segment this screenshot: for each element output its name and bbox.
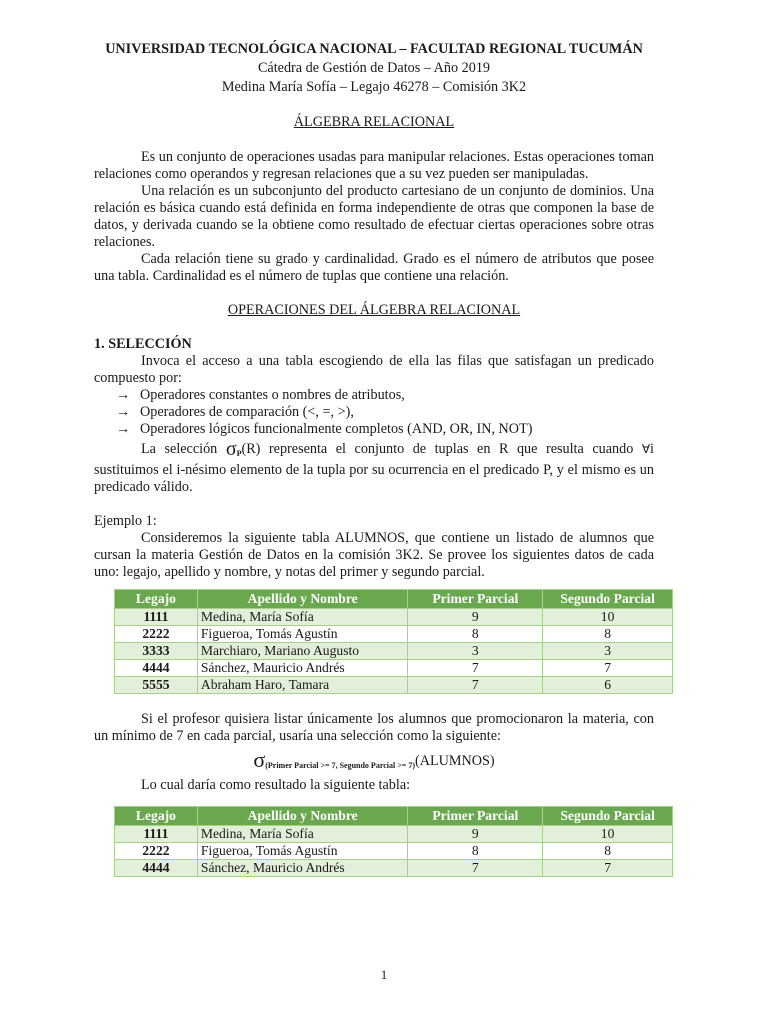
list-item: → Operadores de comparación (<, =, >), xyxy=(116,404,354,420)
catedra-line: Cátedra de Gestión de Datos – Año 2019 xyxy=(257,60,491,76)
example-label: Ejemplo 1: xyxy=(94,513,157,529)
cell-parcial1: 7 xyxy=(408,860,543,877)
column-header: Legajo xyxy=(115,807,198,826)
cell-parcial2: 10 xyxy=(543,609,673,626)
alumnos-table-wrap xyxy=(94,589,654,694)
cell-nombre: Sánchez, Mauricio Andrés xyxy=(197,660,408,677)
table-row xyxy=(115,826,673,843)
section-heading-seleccion: 1. SELECCIÓN xyxy=(94,336,192,352)
arrow-icon: → xyxy=(116,387,131,403)
predicate-subscript: (Primer Parcial >= 7, Segundo Parcial >= 7) xyxy=(265,761,416,770)
list-item: → Operadores lógicos funcionalmente completos (AND, OR, IN, NOT) xyxy=(116,421,533,437)
author-line: Medina María Sofía – Legajo 46278 – Comisión 3K2 xyxy=(221,79,527,95)
result-table-wrap xyxy=(94,806,654,877)
column-header: Legajo xyxy=(115,590,198,609)
page-number: 1 xyxy=(380,967,388,982)
seleccion-intro: Invoca el acceso a una tabla escogiendo de ella las filas que satisfagan un predicado compuesto por: xyxy=(94,353,654,386)
cell-legajo: 4444 xyxy=(115,660,198,677)
predicate-subscript: P xyxy=(236,449,242,458)
sigma-symbol: σ xyxy=(225,438,237,460)
cell-parcial1: 8 xyxy=(408,626,543,643)
cell-parcial2: 8 xyxy=(543,626,673,643)
cell-nombre: Figueroa, Tomás Agustín xyxy=(197,843,408,860)
cell-parcial1: 9 xyxy=(408,609,543,626)
alumnos-table xyxy=(114,589,673,694)
university-heading: UNIVERSIDAD TECNOLÓGICA NACIONAL – FACULTAD REGIONAL TUCUMÁN xyxy=(105,41,643,57)
selection-formula xyxy=(94,749,654,777)
table-header-row xyxy=(115,590,673,609)
forall-symbol: ∀ xyxy=(641,442,651,456)
column-header: Segundo Parcial xyxy=(543,807,673,826)
cell-legajo: 5555 xyxy=(115,677,198,694)
example-text: Consideremos la siguiente tabla ALUMNOS, que contiene un listado de alumnos que cursan la materia Gestión de Datos en la comisión 3K2. Se provee los siguientes datos de cada uno: legajo, apellido y nombre, y notas del primer y segundo parcial. xyxy=(94,530,654,580)
operations-title: OPERACIONES DEL ÁLGEBRA RELACIONAL xyxy=(227,302,521,318)
intro-paragraph: Una relación es un subconjunto del producto cartesiano de un conjunto de dominios. Una relación es básica cuando está definida en forma independiente de otras que componen la base de datos, y derivada cuando se la obtiene como resultado de efectuar ciertas operaciones sobre otras relaciones. xyxy=(94,183,654,250)
table-row xyxy=(115,609,673,626)
column-header: Apellido y Nombre xyxy=(197,590,408,609)
cell-parcial1: 7 xyxy=(408,660,543,677)
intro-paragraph: Es un conjunto de operaciones usadas para manipular relaciones. Estas operaciones toman relaciones como operandos y regresan relaciones que a su vez pueden ser manipuladas. xyxy=(94,149,654,182)
column-header: Primer Parcial xyxy=(408,590,543,609)
intro-paragraph: Cada relación tiene su grado y cardinalidad. Grado es el número de atributos que posee una tabla. Cardinalidad es el número de tuplas que contiene una relación. xyxy=(94,251,654,284)
table-row xyxy=(115,843,673,860)
cell-legajo: 3333 xyxy=(115,643,198,660)
cell-nombre: Medina, María Sofía xyxy=(197,609,408,626)
cell-parcial2: 6 xyxy=(543,677,673,694)
table-row xyxy=(115,660,673,677)
selection-text: Si el profesor quisiera listar únicamente los alumnos que promocionaron la materia, con un mínimo de 7 en cada parcial, usaría una selección como la siguiente: xyxy=(94,711,654,744)
cell-legajo: 2222 xyxy=(115,626,198,643)
relation-name: (ALUMNOS) xyxy=(415,753,495,769)
cell-legajo: 1111 xyxy=(115,609,198,626)
arrow-icon: → xyxy=(116,421,131,437)
document-page xyxy=(94,40,654,877)
cell-legajo: 4444 xyxy=(115,860,198,877)
cell-parcial2: 8 xyxy=(543,843,673,860)
result-text: Lo cual daría como resultado la siguiente tabla: xyxy=(141,777,411,793)
cell-parcial2: 10 xyxy=(543,826,673,843)
cell-nombre: Sánchez, Mauricio Andrés xyxy=(197,860,408,877)
table-header-row xyxy=(115,807,673,826)
cell-parcial2: 7 xyxy=(543,660,673,677)
cell-parcial1: 8 xyxy=(408,843,543,860)
table-row xyxy=(115,860,673,877)
table-row xyxy=(115,643,673,660)
list-item: → Operadores constantes o nombres de atributos, xyxy=(116,387,405,403)
cell-parcial2: 3 xyxy=(543,643,673,660)
column-header: Segundo Parcial xyxy=(543,590,673,609)
table-row xyxy=(115,626,673,643)
arrow-icon: → xyxy=(116,404,131,420)
seleccion-definition: La selección $\sigma_P(R)$ representa el conjunto de tuplas en R que resulta cuando ∀i sustituimos el i-nésimo elemento de la tupla por su ocurrencia en el predicado P, y el mismo es un predicado válido. xyxy=(94,438,654,495)
operator-list xyxy=(94,387,654,438)
result-table xyxy=(114,806,673,877)
cell-nombre: Abraham Haro, Tamara xyxy=(197,677,408,694)
cell-nombre: Marchiaro, Mariano Augusto xyxy=(197,643,408,660)
cell-parcial2: 7 xyxy=(543,860,673,877)
cell-legajo: 2222 xyxy=(115,843,198,860)
intro-section xyxy=(94,149,654,285)
cell-nombre: Medina, María Sofía xyxy=(197,826,408,843)
cell-nombre: Figueroa, Tomás Agustín xyxy=(197,626,408,643)
sigma-symbol: σ xyxy=(253,747,266,772)
column-header: Primer Parcial xyxy=(408,807,543,826)
cell-legajo: 1111 xyxy=(115,826,198,843)
cell-parcial1: 9 xyxy=(408,826,543,843)
table-row xyxy=(115,677,673,694)
cell-parcial1: 3 xyxy=(408,643,543,660)
document-title: ÁLGEBRA RELACIONAL xyxy=(293,114,455,130)
column-header: Apellido y Nombre xyxy=(197,807,408,826)
cell-parcial1: 7 xyxy=(408,677,543,694)
